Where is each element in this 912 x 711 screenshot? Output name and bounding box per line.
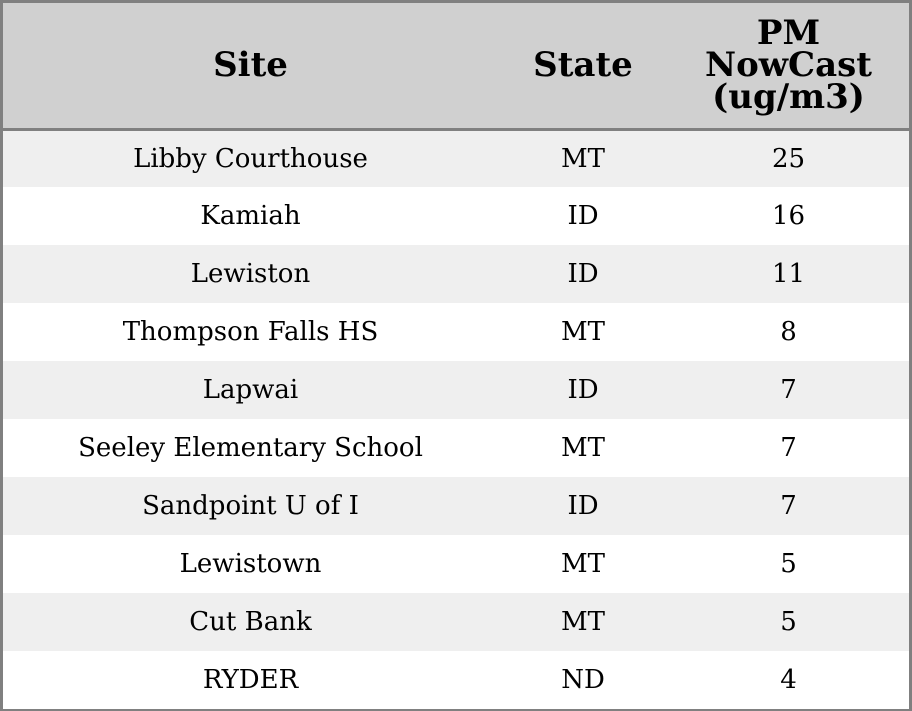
cell-site: Lewistown [179,549,322,579]
header-pm-nowcast [668,3,909,129]
cell-state: ID [567,201,599,231]
cell-site: Thompson Falls HS [122,317,379,347]
table-row [3,651,909,709]
cell-state: MT [561,433,605,463]
table-row [3,245,909,303]
header-pm-line-2: NowCast [705,45,872,86]
cell-pm: 5 [780,607,797,637]
cell-pm: 11 [771,259,806,289]
cell-site: Sandpoint U of I [142,491,359,521]
cell-pm: 7 [780,433,797,463]
cell-site: RYDER [202,665,299,695]
cell-pm: 7 [780,491,797,521]
cell-pm: 25 [771,143,806,174]
cell-site: Seeley Elementary School [78,433,423,463]
table-body [3,129,909,709]
header-state: State [498,3,668,129]
cell-site: Cut Bank [189,607,312,637]
table-row [3,303,909,361]
header-site: Site [3,3,498,129]
header-pm-line-3: (ug/m3) [712,77,865,118]
cell-state: ID [567,375,599,405]
cell-pm: 4 [780,665,797,695]
cell-site: Lewiston [190,259,311,289]
cell-state: MT [561,143,605,174]
table-header [3,3,909,129]
table-row [3,187,909,245]
table-row [3,593,909,651]
table-row [3,477,909,535]
table-row [3,535,909,593]
cell-state: ID [567,491,599,521]
cell-site: Kamiah [200,201,301,231]
table-row [3,361,909,419]
cell-state: ID [567,259,599,289]
cell-pm: 5 [780,549,797,579]
cell-state: MT [561,549,605,579]
cell-site: Libby Courthouse [133,143,368,174]
cell-pm: 8 [780,317,797,347]
cell-pm: 7 [780,375,797,405]
table-row [3,129,909,187]
cell-state: MT [561,607,605,637]
pm-nowcast-table [3,3,909,709]
header-pm-line-1: PM [756,13,821,54]
cell-pm: 16 [771,201,806,231]
cell-state: ND [561,665,605,695]
header-row [3,3,909,129]
cell-state: MT [561,317,605,347]
cell-site: Lapwai [202,375,299,405]
table-row [3,419,909,477]
